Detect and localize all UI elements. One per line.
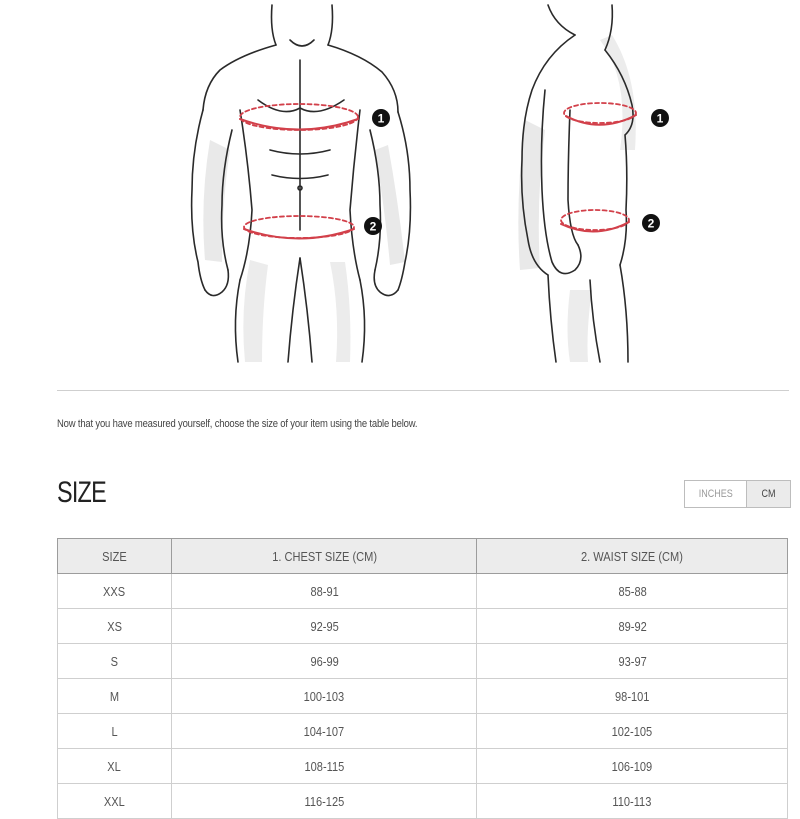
size-cell: XXS xyxy=(58,574,172,609)
table-row xyxy=(58,784,788,819)
waist-cell: 98-101 xyxy=(477,679,788,714)
intro-text: Now that you have measured yourself, choose the size of your item using the table below. xyxy=(57,418,418,430)
waist-cell: 110-113 xyxy=(477,784,788,819)
size-cell: XS xyxy=(58,609,172,644)
chest-cell: 104-107 xyxy=(171,714,477,749)
svg-text:2: 2 xyxy=(369,219,377,234)
chest-cell: 88-91 xyxy=(171,574,477,609)
front-marker-1 xyxy=(372,109,390,127)
waist-cell: 93-97 xyxy=(477,644,788,679)
side-marker-1 xyxy=(651,109,669,127)
chest-cell: 100-103 xyxy=(171,679,477,714)
section-divider xyxy=(57,390,789,391)
table-row xyxy=(58,574,788,609)
side-body-figure xyxy=(518,5,636,362)
waist-cell: 106-109 xyxy=(477,749,788,784)
size-heading: SIZE xyxy=(57,476,106,509)
table-row xyxy=(58,714,788,749)
size-cell: XXL xyxy=(58,784,172,819)
header-size: SIZE xyxy=(58,539,172,574)
unit-inches-button[interactable] xyxy=(685,481,746,507)
table-header-row xyxy=(58,539,788,574)
size-cell: XL xyxy=(58,749,172,784)
svg-text:1: 1 xyxy=(377,111,385,126)
body-figures-svg xyxy=(0,0,800,372)
svg-text:1: 1 xyxy=(656,111,664,126)
header-waist: 2. WAIST SIZE (CM) xyxy=(477,539,788,574)
size-cell: S xyxy=(58,644,172,679)
chest-cell: 96-99 xyxy=(171,644,477,679)
table-row xyxy=(58,679,788,714)
chest-cell: 116-125 xyxy=(171,784,477,819)
size-cell: L xyxy=(58,714,172,749)
chest-cell: 92-95 xyxy=(171,609,477,644)
waist-cell: 89-92 xyxy=(477,609,788,644)
side-marker-2 xyxy=(642,214,660,232)
svg-text:2: 2 xyxy=(647,216,655,231)
waist-cell: 102-105 xyxy=(477,714,788,749)
chest-cell: 108-115 xyxy=(171,749,477,784)
table-row xyxy=(58,749,788,784)
waist-cell: 85-88 xyxy=(477,574,788,609)
front-marker-2 xyxy=(364,217,382,235)
table-row xyxy=(58,609,788,644)
unit-inches-label: INCHES xyxy=(698,488,733,500)
table-row xyxy=(58,644,788,679)
unit-cm-label: CM xyxy=(761,488,776,500)
measurement-illustration xyxy=(0,0,800,372)
header-chest: 1. CHEST SIZE (CM) xyxy=(171,539,477,574)
size-cell: M xyxy=(58,679,172,714)
unit-cm-button[interactable] xyxy=(746,481,790,507)
unit-toggle xyxy=(684,480,791,508)
size-table xyxy=(57,538,788,819)
front-body-figure xyxy=(192,5,411,362)
